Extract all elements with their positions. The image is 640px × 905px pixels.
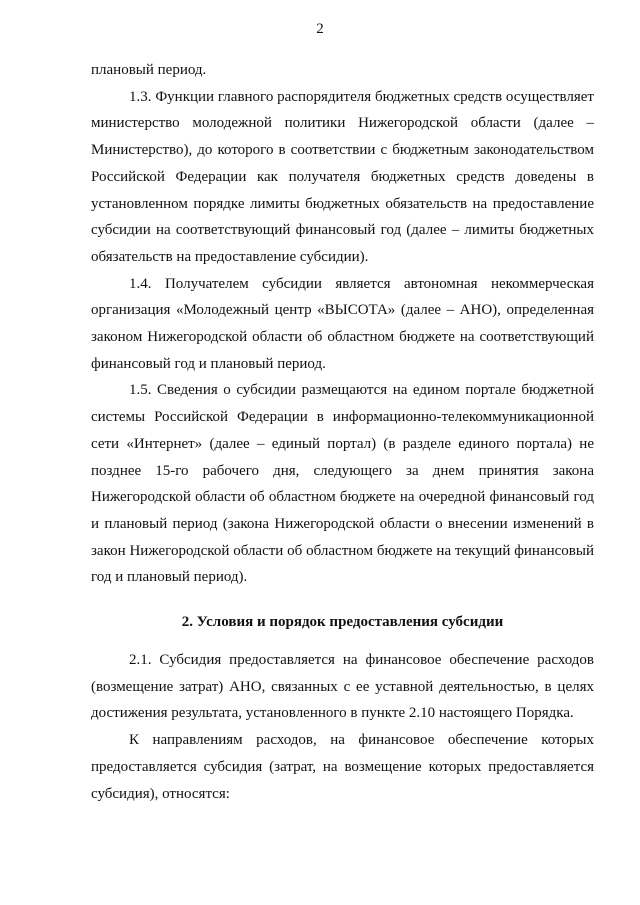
- paragraph-1-3: 1.3. Функции главного распорядителя бюджетных средств осуществляет министерство молодежной политики Нижегородской области (далее – Министерство), до которого в соответствии с бюджетным законодательством Российской Федерации как получателя бюджетных средств доведены в установленном порядке лимиты бюджетных обязательств на предоставление субсидии на соответствующий финансовый год (далее – лимиты бюджетных обязательств на предоставление субсидии).: [91, 88, 594, 265]
- paragraph-1-4: 1.4. Получателем субсидии является автономная некоммерческая организация «Молодежный центр «ВЫСОТА» (далее – АНО), определенная законом Нижегородской области об областном бюджете на соответствующий финансовый год и плановый период.: [91, 275, 594, 372]
- paragraph-2-1: 2.1. Субсидия предоставляется на финансовое обеспечение расходов (возмещение затрат) АНО, связанных с ее уставной деятельностью, в целях достижения результата, установленного в пункте 2.10 настоящего Порядка.: [91, 652, 594, 722]
- paragraph-continuation: плановый период.: [91, 62, 207, 78]
- section-heading: 2. Условия и порядок предоставления субсидии: [181, 614, 504, 631]
- paragraph-1-5: 1.5. Сведения о субсидии размещаются на едином портале бюджетной системы Российской Федерации в информационно-телекоммуникационной сети «Интернет» (далее – единый портал) (в разделе единого портала) не позднее 15-го рабочего дня, следующего за днем принятия закона Нижегородской области об областном бюджете на очередной финансовый год и плановый период (закона Нижегородской области о внесении изменений в закон Нижегородской области об областном бюджете на текущий финансовый год и плановый период).: [91, 382, 594, 586]
- paragraph-expense-directions: К направлениям расходов, на финансовое обеспечение которых предоставляется субсидия (затрат, на возмещение которых предоставляется субсидия), относятся:: [91, 732, 594, 802]
- document-body: [91, 57, 594, 807]
- page-number: 2: [316, 21, 324, 37]
